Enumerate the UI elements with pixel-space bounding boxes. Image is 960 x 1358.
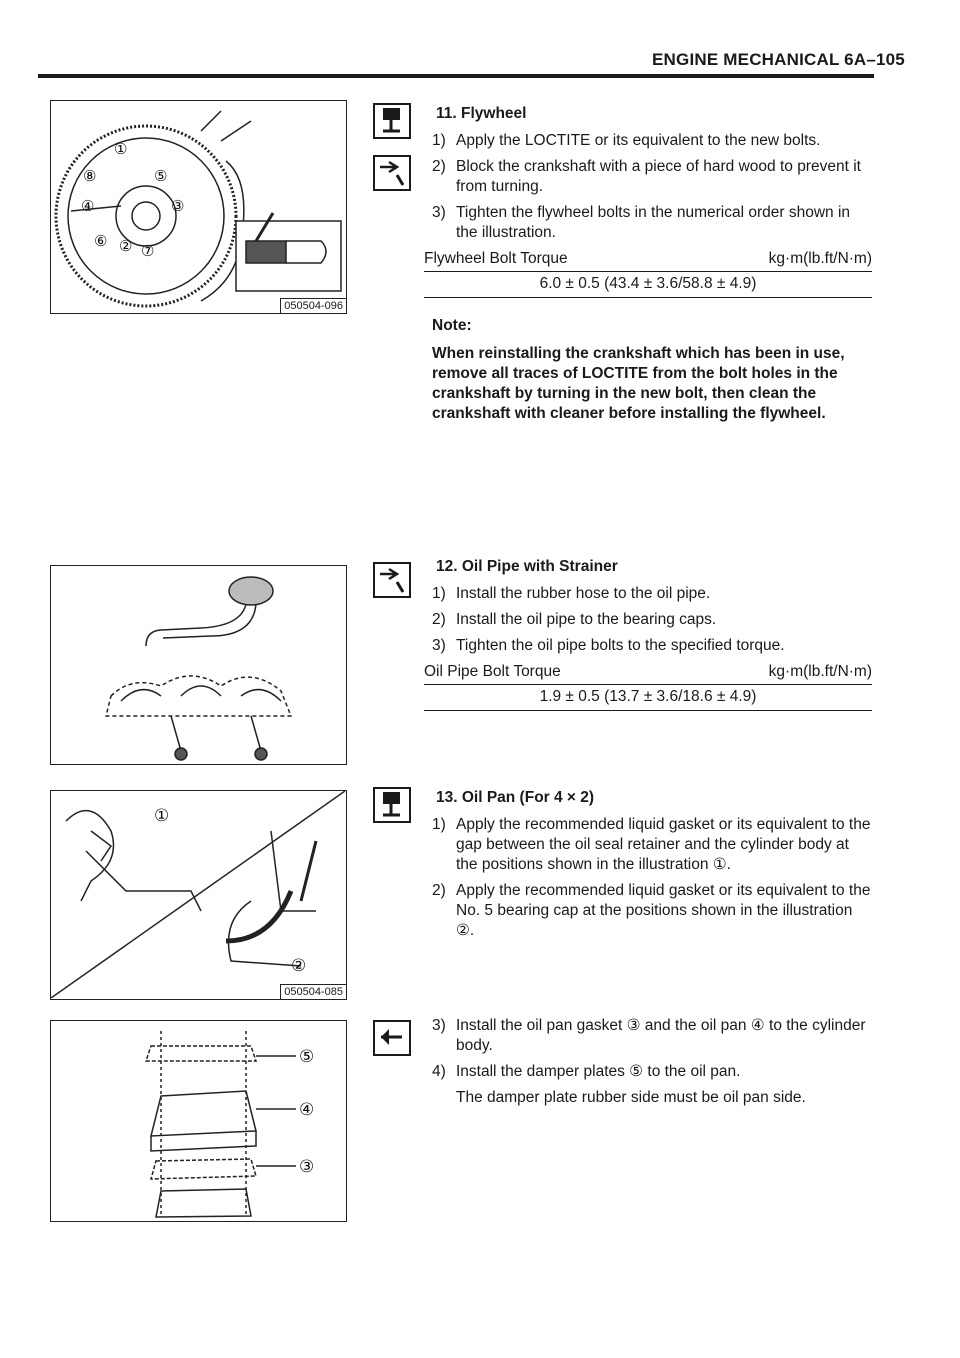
oil-pipe-illustration	[51, 566, 345, 763]
callout-1: ①	[154, 806, 170, 825]
oil-pan-assembly-figure	[50, 1020, 347, 1222]
install-icon	[373, 562, 411, 598]
oil-pan-assembly-illustration	[51, 1021, 345, 1220]
tighten-icon	[373, 787, 411, 823]
step-number: 1)	[432, 132, 446, 149]
step-number: 1)	[432, 816, 446, 833]
callout-6: ⑥	[94, 233, 108, 250]
step-text: Install the oil pipe to the bearing caps.	[456, 611, 717, 628]
section-title: 12. Oil Pipe with Strainer	[436, 558, 618, 575]
step-text: Install the oil pan gasket ③ and the oil pan ④ to the cylinder body.	[456, 1017, 866, 1054]
step-text: Tighten the oil pipe bolts to the specified torque.	[456, 637, 785, 654]
step	[432, 610, 872, 630]
step	[432, 584, 872, 604]
section-title: 11. Flywheel	[436, 105, 527, 122]
figure-code: 050504-096	[280, 298, 346, 313]
torque-unit: kg·m(lb.ft/N·m)	[768, 663, 872, 680]
section-title: 13. Oil Pan (For 4 × 2)	[436, 789, 595, 806]
step-text: Apply the LOCTITE or its equivalent to the new bolts.	[456, 132, 821, 149]
callout-5: ⑤	[154, 168, 168, 185]
callout-2: ②	[291, 956, 307, 975]
callout-5: ⑤	[299, 1047, 315, 1066]
torque-value: 6.0 ± 0.5 (43.4 ± 3.6/58.8 ± 4.9)	[424, 272, 872, 298]
callout-8: ⑧	[83, 168, 97, 185]
page-header: ENGINE MECHANICAL 6A–105	[652, 50, 905, 69]
step-text: Apply the recommended liquid gasket or its equivalent to the No. 5 bearing cap at the positions shown in the illustration ②.	[456, 882, 871, 939]
callout-4: ④	[81, 198, 95, 215]
step	[432, 881, 872, 941]
note-title: Note:	[432, 317, 472, 334]
step	[432, 157, 872, 197]
step	[432, 815, 872, 875]
tighten-icon	[373, 103, 411, 139]
step-text: Apply the recommended liquid gasket or its equivalent to the gap between the oil seal retainer and the cylinder body at the positions shown in the illustration ①.	[456, 816, 871, 873]
step-number: 2)	[432, 611, 446, 628]
oil-pipe-figure	[50, 565, 347, 765]
section-oil-pipe	[424, 557, 872, 711]
callout-3: ③	[171, 198, 185, 215]
figure-code: 050504-085	[280, 984, 346, 999]
callout-2: ②	[119, 238, 133, 255]
step-text: Install the rubber hose to the oil pipe.	[456, 585, 711, 602]
section-flywheel	[424, 104, 872, 424]
step-number: 3)	[432, 637, 446, 654]
section-oil-pan	[432, 788, 872, 947]
header-rule	[38, 74, 874, 78]
step-number: 2)	[432, 158, 446, 175]
step	[432, 1016, 872, 1056]
remove-icon	[373, 1020, 411, 1056]
note-text: When reinstalling the crankshaft which has been in use, remove all traces of LOCTITE from the bolt holes in the crankshaft by turning in the new bolt, then clean the crankshaft with cleaner before installing the flywheel.	[432, 345, 845, 422]
step	[432, 131, 872, 151]
step-number: 4)	[432, 1063, 446, 1080]
step-text: Block the crankshaft with a piece of hard wood to prevent it from turning.	[456, 158, 861, 195]
section-oil-pan-continued	[432, 1016, 872, 1108]
step-text: Install the damper plates ⑤ to the oil pan.	[456, 1063, 741, 1080]
torque-unit: kg·m(lb.ft/N·m)	[768, 250, 872, 267]
oil-pan-gasket-illustration	[51, 791, 345, 998]
torque-spec-header	[424, 662, 872, 685]
step	[432, 1062, 872, 1082]
torque-value: 1.9 ± 0.5 (13.7 ± 3.6/18.6 ± 4.9)	[424, 685, 872, 711]
flywheel-figure	[50, 100, 347, 314]
oil-pan-gasket-figure	[50, 790, 347, 1000]
callout-4: ④	[299, 1100, 315, 1119]
step	[432, 203, 872, 243]
callout-7: ⑦	[141, 243, 155, 260]
step-text: Tighten the flywheel bolts in the numerical order shown in the illustration.	[456, 204, 851, 241]
step-number: 3)	[432, 204, 446, 221]
torque-spec-header	[424, 249, 872, 272]
torque-label: Oil Pipe Bolt Torque	[424, 663, 561, 680]
damper-note: The damper plate rubber side must be oil pan side.	[456, 1089, 806, 1106]
torque-label: Flywheel Bolt Torque	[424, 250, 568, 267]
callout-3: ③	[299, 1157, 315, 1176]
flywheel-illustration	[51, 101, 345, 312]
install-icon	[373, 155, 411, 191]
callout-1: ①	[114, 141, 128, 158]
step	[432, 636, 872, 656]
step-number: 3)	[432, 1017, 446, 1034]
step-number: 1)	[432, 585, 446, 602]
step-number: 2)	[432, 882, 446, 899]
